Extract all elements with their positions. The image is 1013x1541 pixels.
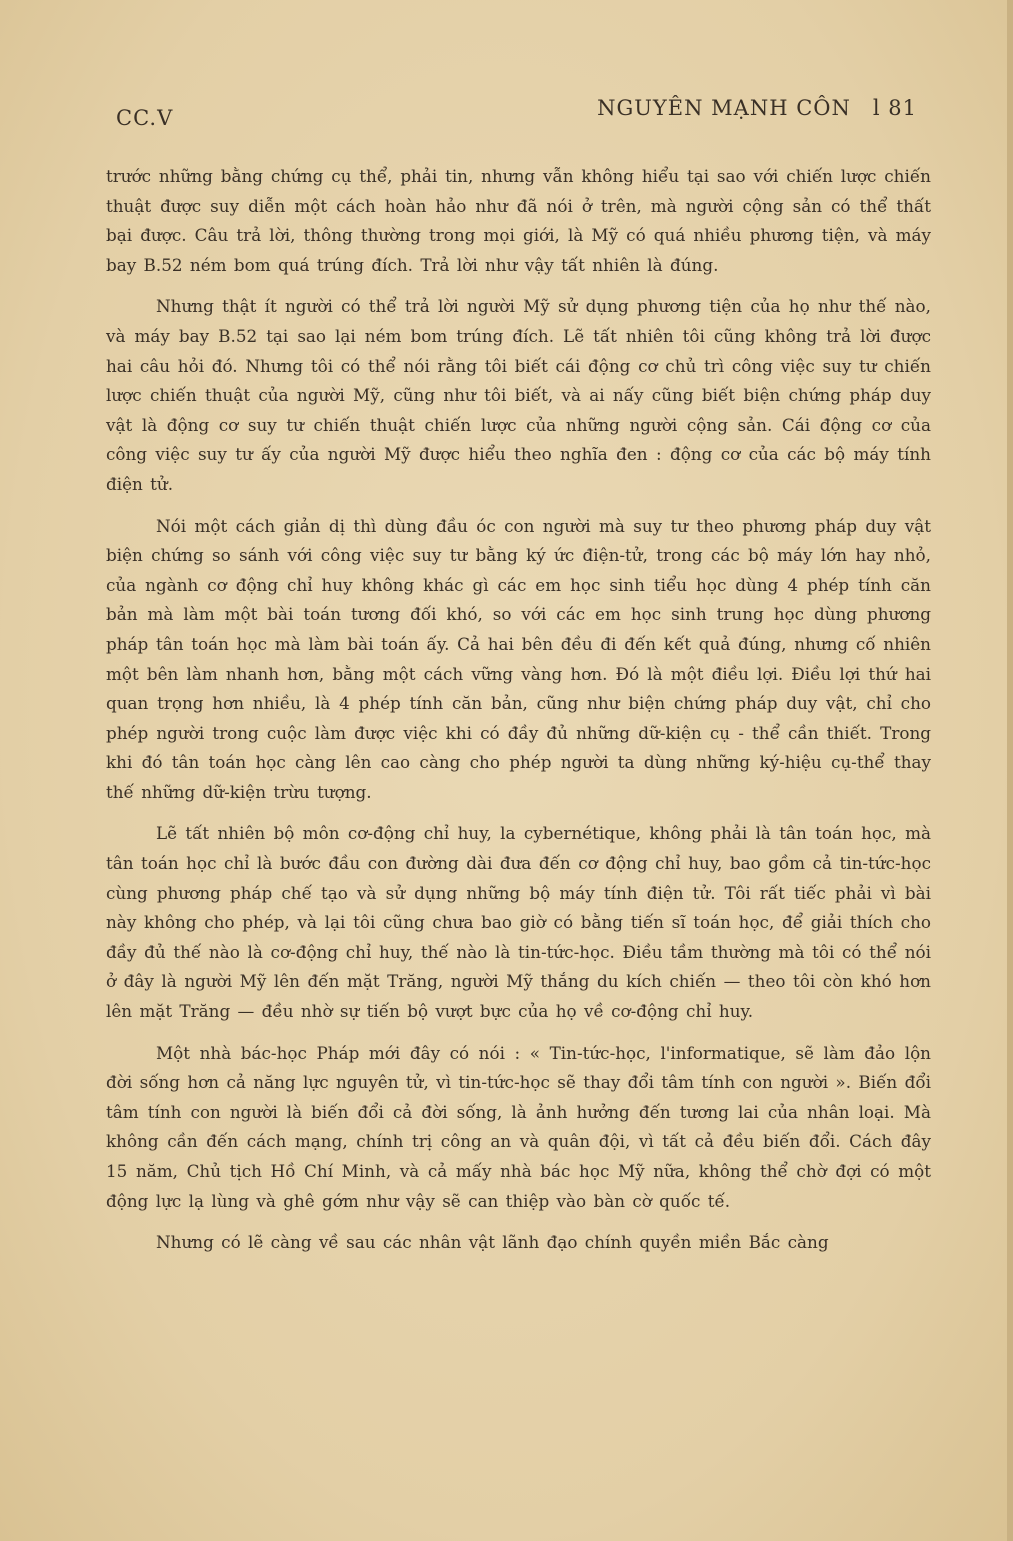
body-text bbox=[106, 162, 931, 1270]
running-header-right bbox=[597, 96, 917, 120]
running-header-left: CC.V bbox=[116, 106, 174, 130]
running-header bbox=[116, 96, 917, 136]
paragraph: Lẽ tất nhiên bộ môn cơ-động chỉ huy, la cybernétique, không phải là tân toán học, mà tân toán học chỉ là bước đầu con đường dài đưa đến cơ động chỉ huy, bao gồm cả tin-tức-học cùng phương pháp chế tạo và sử dụng những bộ máy tính điện tử. Tôi rất tiếc phải vì bài này không cho phép, và lại tôi cũng chưa bao giờ có bằng tiến sĩ toán học, để giải thích cho đầy đủ thế nào là cơ-động chỉ huy, thế nào là tin-tức-học. Điều tầm thường mà tôi có thể nói ở đây là người Mỹ lên đến mặt Trăng, người Mỹ thắng du kích chiến — theo tôi còn khó hơn lên mặt Trăng — đều nhờ sự tiến bộ vượt bực của họ về cơ-động chỉ huy. bbox=[106, 823, 931, 1022]
author-name: NGUYÊN MẠNH CÔN bbox=[597, 96, 851, 120]
paragraph: Nhưng có lẽ càng về sau các nhân vật lãnh đạo chính quyền miền Bắc càng bbox=[156, 1232, 829, 1253]
page-number: l 81 bbox=[872, 96, 917, 120]
paragraph: trước những bằng chứng cụ thể, phải tin, nhưng vẫn không hiểu tại sao với chiến lược chiến thuật được suy diễn một cách hoàn hảo như đã nói ở trên, mà người cộng sản có thể thất bại được. Câu trả lời, thông thường trong mọi giới, là Mỹ có quá nhiều phương tiện, và máy bay B.52 ném bom quá trúng đích. Trả lời như vậy tất nhiên là đúng. bbox=[106, 166, 931, 275]
paragraph: Nói một cách giản dị thì dùng đầu óc con người mà suy tư theo phương pháp duy vật biện chứng so sánh với công việc suy tư bằng ký ức điện-tử, trong các bộ máy lớn hay nhỏ, của ngành cơ động chỉ huy không khác gì các em học sinh tiểu học dùng 4 phép tính căn bản mà làm một bài toán tương đối khó, so với các em học sinh trung học dùng phương pháp tân toán học mà làm bài toán ấy. Cả hai bên đều đi đến kết quả đúng, nhưng cố nhiên một bên làm nhanh hơn, bằng một cách vững vàng hơn. Đó là một điều lợi. Điều lợi thứ hai quan trọng hơn nhiều, là 4 phép tính căn bản, cũng như biện chứng pháp duy vật, chỉ cho phép người trong cuộc làm được việc khi có đầy đủ những dữ-kiện cụ - thể cần thiết. Trong khi đó tân toán học càng lên cao càng cho phép người ta dùng những ký-hiệu cụ-thể thay thế những dữ-kiện trừu tượng. bbox=[106, 515, 931, 802]
paragraph: Một nhà bác-học Pháp mới đây có nói : « Tin-tức-học, l'informatique, sẽ làm đảo lộn đời sống hơn cả năng lực nguyên tử, vì tin-tức-học sẽ thay đổi tâm tính con người ». Biến đổi tâm tính con người là biến đổi cả đời sống, là ảnh hưởng đến tương lai của nhân loại. Mà không cần đến cách mạng, chính trị công an và quân đội, vì tất cả đều biến đổi. Cách đây 15 năm, Chủ tịch Hồ Chí Minh, và cả mấy nhà bác học Mỹ nữa, không thể chờ đợi có một động lực lạ lùng và ghê gớm như vậy sẽ can thiệp vào bàn cờ quốc tế. bbox=[106, 1042, 931, 1211]
paragraph: Nhưng thật ít người có thể trả lời người Mỹ sử dụng phương tiện của họ như thế nào, và máy bay B.52 tại sao lại ném bom trúng đích. Lẽ tất nhiên tôi cũng không trả lời được hai câu hỏi đó. Nhưng tôi có thể nói rằng tôi biết cái động cơ chủ trì công việc suy tư chiến lược chiến thuật của người Mỹ, cũng như tôi biết, và ai nấy cũng biết biện chứng pháp duy vật là động cơ suy tư chiến thuật chiến lược của những người cộng sản. Cái động cơ của công việc suy tư ấy của người Mỹ được hiểu theo nghĩa đen : động cơ của các bộ máy tính điện tử. bbox=[106, 296, 931, 494]
